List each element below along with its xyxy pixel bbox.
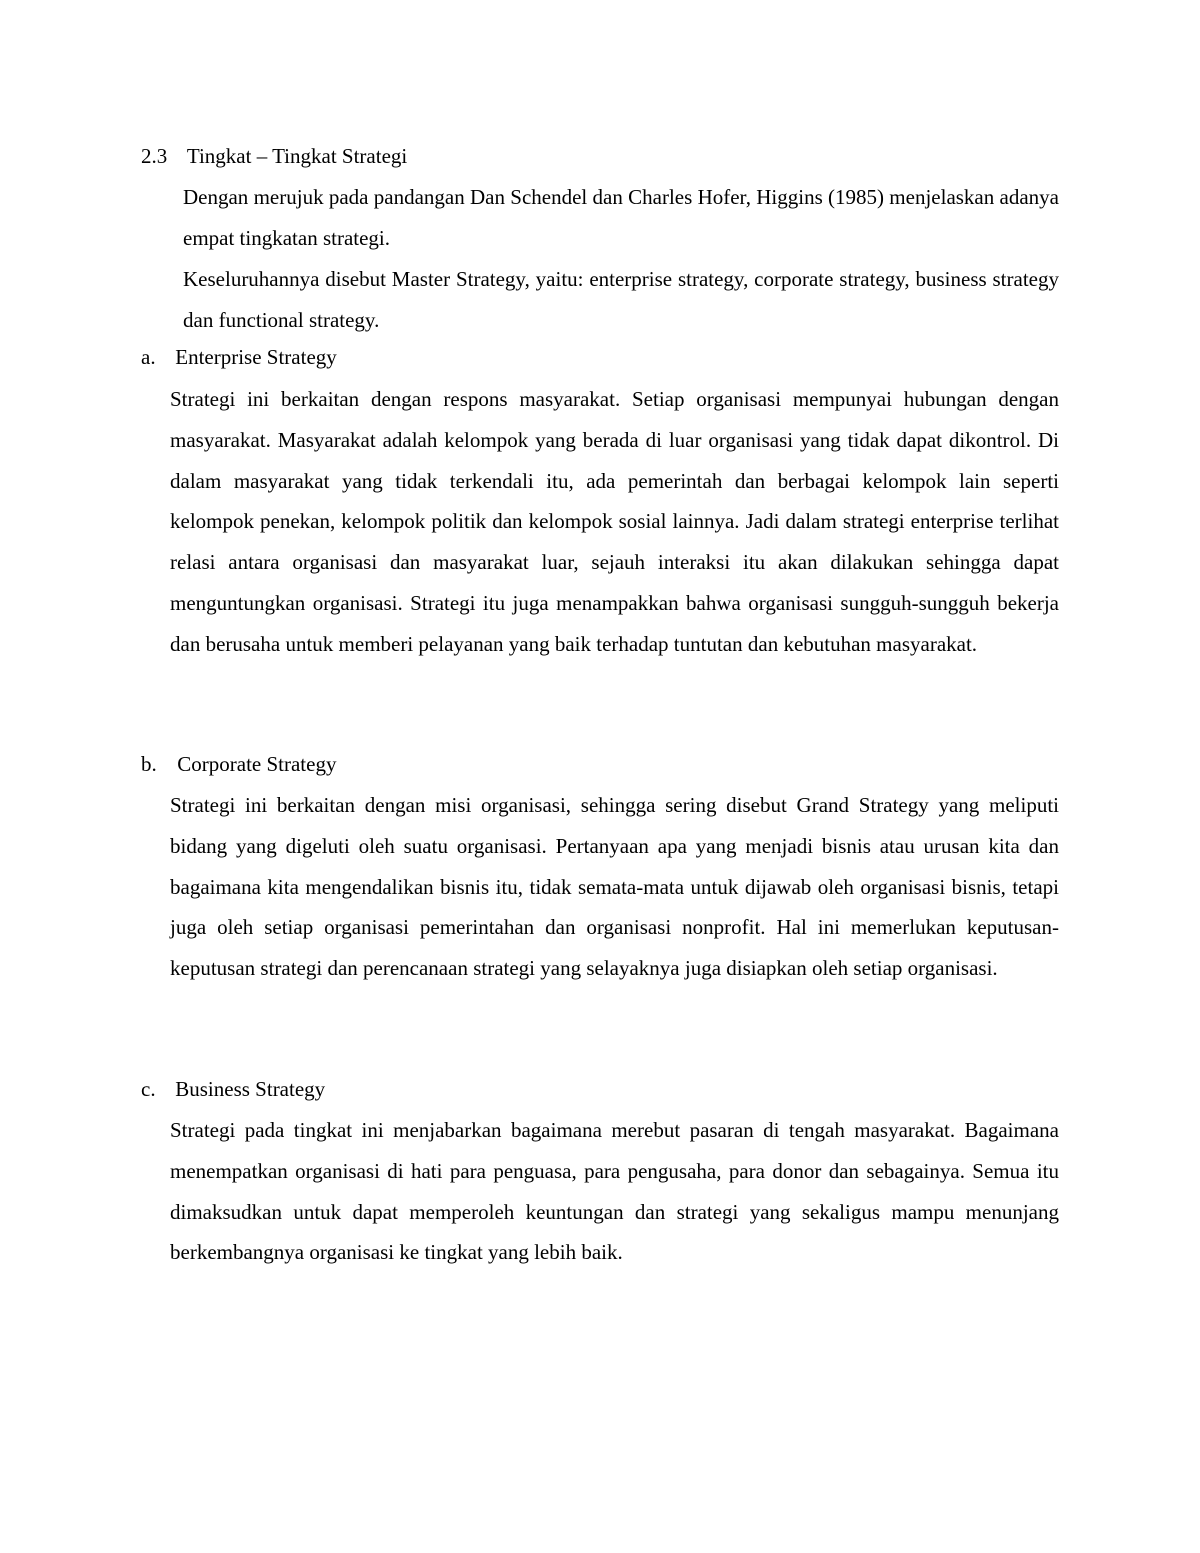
section-paragraph-1: Dengan merujuk pada pandangan Dan Schendel dan Charles Hofer, Higgins (1985) menjelaskan adanya empat tingkatan strategi. [183, 185, 1059, 250]
item-body-business: Strategi pada tingkat ini menjabarkan bagaimana merebut pasaran di tengah masyarakat. Bagaimana menempatkan organisasi di hati para penguasa, para pengusaha, para donor dan sebagainya. Semua itu dimaksudkan untuk dapat memperoleh keuntungan dan strategi yang sekaligus mampu menunjang berkembangnya organisasi ke tingkat yang lebih baik. [170, 1118, 1059, 1265]
item-heading-business [141, 1069, 325, 1110]
item-title: Business Strategy [175, 1077, 326, 1101]
item-body-enterprise: Strategi ini berkaitan dengan respons masyarakat. Setiap organisasi mempunyai hubungan dengan masyarakat. Masyarakat adalah kelompok yang berada di luar organisasi yang tidak dapat dikontrol. Di dalam masyarakat yang tidak terkendali itu, ada pemerintah dan berbagai kelompok lain seperti kelompok penekan, kelompok politik dan kelompok sosial lainnya. Jadi dalam strategi enterprise terlihat relasi antara organisasi dan masyarakat luar, sejauh interaksi itu akan dilakukan sehingga dapat menguntungkan organisasi. Strategi itu juga menampakkan bahwa organisasi sungguh-sungguh bekerja dan berusaha untuk memberi pelayanan yang baik terhadap tuntutan dan kebutuhan masyarakat. [170, 387, 1059, 656]
item-marker: c. [141, 1077, 156, 1101]
section-paragraph-2: Keseluruhannya disebut Master Strategy, yaitu: enterprise strategy, corporate strategy, business strategy dan functional strategy. [183, 267, 1059, 332]
section-title: Tingkat – Tingkat Strategi [186, 144, 408, 168]
item-heading-corporate [141, 744, 336, 785]
item-body-corporate: Strategi ini berkaitan dengan misi organisasi, sehingga sering disebut Grand Strategy yang meliputi bidang yang digeluti oleh suatu organisasi. Pertanyaan apa yang menjadi bisnis atau urusan kita dan bagaimana kita mengendalikan bisnis itu, tidak semata-mata untuk dijawab oleh organisasi bisnis, tetapi juga oleh setiap organisasi pemerintahan dan organisasi nonprofit. Hal ini memerlukan keputusan-keputusan strategi dan perencanaan strategi yang selayaknya juga disiapkan oleh setiap organisasi. [170, 793, 1059, 981]
item-title: Corporate Strategy [177, 752, 337, 776]
item-marker: b. [141, 752, 157, 776]
item-title: Enterprise Strategy [175, 345, 337, 369]
item-heading-enterprise [141, 337, 337, 378]
section-number: 2.3 [141, 144, 168, 168]
item-marker: a. [141, 345, 156, 369]
section-heading [141, 136, 407, 177]
